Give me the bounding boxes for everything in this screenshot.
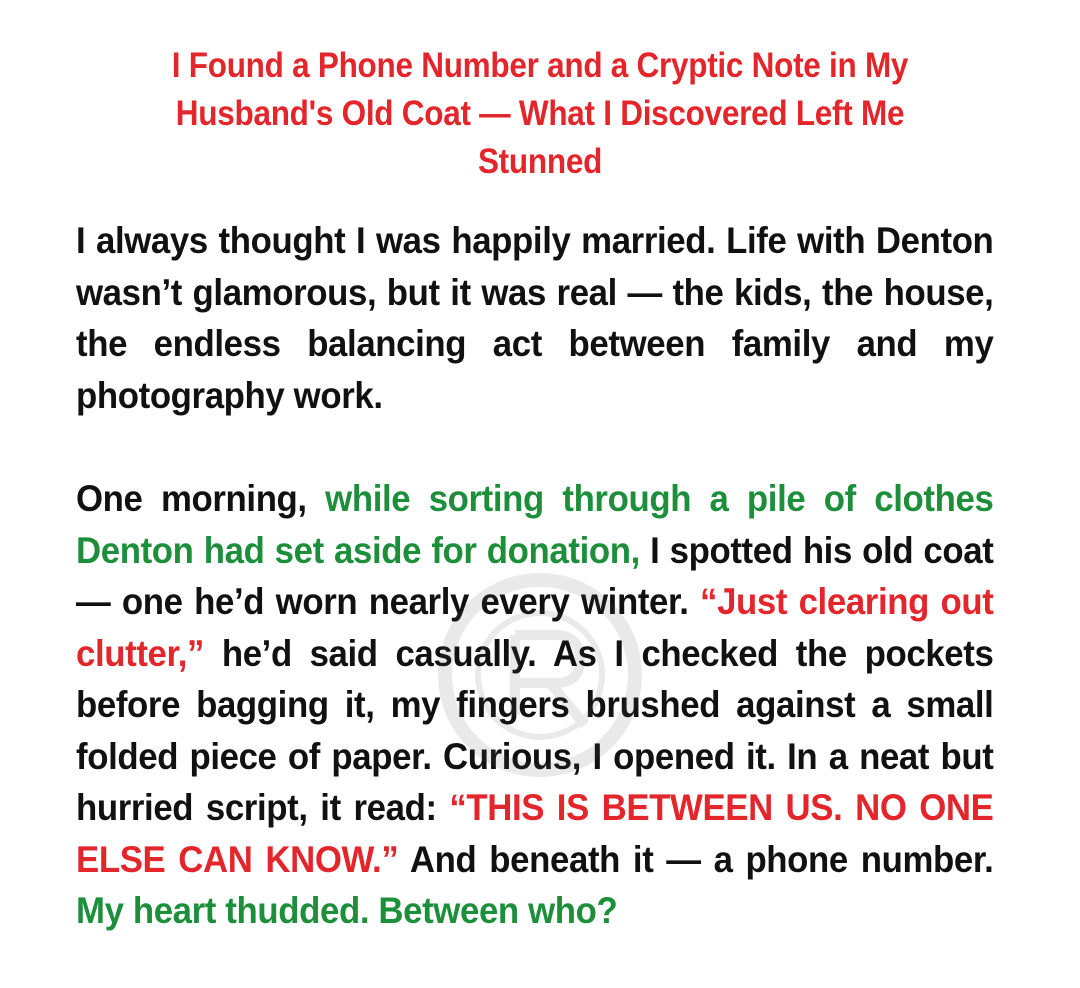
red-note-quote: “THIS IS BETWEEN US. NO ONE ELSE CAN KNOW.” <box>76 787 994 880</box>
text-segment: And beneath it — a phone number. <box>398 838 994 880</box>
faint-logo-watermark-icon <box>420 565 660 785</box>
story-title: I Found a Phone Number and a Cryptic Note in My Husband's Old Coat — What I Discovered Left Me Stunned <box>171 46 909 181</box>
paragraph-1: I always thought I was happily married. Life with Denton wasn’t glamorous, but it was real — the kids, the house, the endless balancing act between family and my photography work. <box>76 220 994 416</box>
red-quote: “Just clearing out clutter,” <box>76 581 994 674</box>
green-highlight-ending: My heart thudded. Between who? <box>76 890 618 931</box>
text-segment: One morning, <box>76 478 326 519</box>
text-segment: I spotted his old coat — one he’d worn nearly every winter. <box>76 529 994 622</box>
green-highlight: while sorting through a pile of clothes Denton had set aside for donation, <box>76 478 994 571</box>
text-segment: he’d said casually. As I checked the pockets before bagging it, my fingers brushed against a small folded piece of paper. Curious, I opened it. In a neat but hurried script, it read: <box>76 632 994 828</box>
